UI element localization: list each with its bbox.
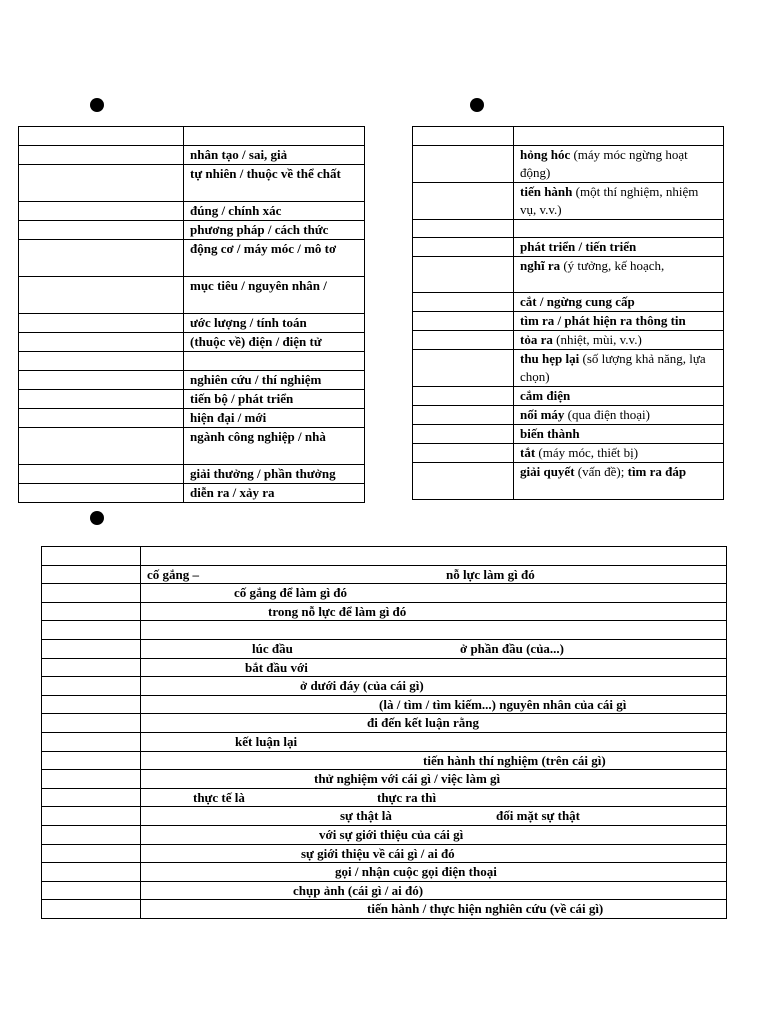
term-cell	[413, 444, 514, 463]
meaning-cell	[141, 677, 727, 696]
meaning-cell: giải quyết (vấn đề); tìm ra đáp	[514, 463, 724, 500]
term-cell	[413, 257, 514, 293]
term-cell	[42, 602, 141, 621]
term-cell	[19, 202, 184, 221]
term-cell	[42, 677, 141, 696]
term-cell	[413, 293, 514, 312]
term-cell	[19, 428, 184, 465]
term-cell	[413, 146, 514, 183]
phrase-text: lúc đầu	[252, 640, 293, 656]
meaning-cell: cắm điện	[514, 387, 724, 406]
table-row	[19, 333, 365, 352]
phrase-text: thử nghiệm với cái gì / việc làm gì	[314, 771, 501, 787]
term-cell	[413, 331, 514, 350]
term-cell	[42, 547, 141, 566]
meaning-cell: tiến bộ / phát triển	[184, 390, 365, 409]
meaning-cell: tìm ra / phát hiện ra thông tin	[514, 312, 724, 331]
term-cell	[42, 807, 141, 826]
term-cell	[42, 658, 141, 677]
term-cell	[42, 825, 141, 844]
table-row	[413, 425, 724, 444]
table-row	[19, 165, 365, 202]
meaning-cell: (thuộc về) điện / điện tử	[184, 333, 365, 352]
phrase-text: ở dưới đáy (của cái gì)	[300, 678, 424, 694]
meaning-cell: thu hẹp lại (số lượng khả năng, lựa chọn)	[514, 350, 724, 387]
table-row	[413, 220, 724, 238]
meaning-cell	[141, 732, 727, 751]
term-cell	[19, 127, 184, 146]
table-row	[413, 257, 724, 293]
meaning-cell	[141, 844, 727, 863]
meaning-cell	[141, 881, 727, 900]
meaning-cell	[141, 788, 727, 807]
meaning-cell	[184, 127, 365, 146]
meaning-cell: hiện đại / mới	[184, 409, 365, 428]
bullet-phrases	[90, 511, 104, 525]
phrase-text: trong nỗ lực để làm gì đó	[268, 603, 407, 619]
table-row	[42, 547, 727, 566]
meaning-cell: động cơ / máy móc / mô tơ	[184, 240, 365, 277]
phrase-text: tiến hành / thực hiện nghiên cứu (về cái gì)	[367, 901, 604, 917]
phrase-text: gọi / nhận cuộc gọi điện thoại	[335, 864, 497, 880]
term-cell	[413, 220, 514, 238]
table-row	[42, 639, 727, 658]
table-row	[19, 221, 365, 240]
term-cell	[19, 277, 184, 314]
meaning-cell: ước lượng / tính toán	[184, 314, 365, 333]
table-row	[19, 484, 365, 503]
term-cell	[42, 732, 141, 751]
table-row	[413, 183, 724, 220]
term-cell	[42, 695, 141, 714]
term-cell	[413, 463, 514, 500]
table-row	[413, 293, 724, 312]
meaning-cell	[141, 900, 727, 919]
table-row	[413, 463, 724, 500]
phrase-text-2: đối mặt sự thật	[496, 808, 580, 824]
table-row	[413, 350, 724, 387]
meaning-cell	[514, 220, 724, 238]
term-cell	[19, 465, 184, 484]
meaning-cell: cắt / ngừng cung cấp	[514, 293, 724, 312]
vocab-table-left	[18, 126, 365, 503]
table-row	[42, 751, 727, 770]
term-cell	[19, 390, 184, 409]
term-cell	[19, 165, 184, 202]
meaning-cell: phát triển / tiến triển	[514, 238, 724, 257]
table-row	[42, 807, 727, 826]
term-cell	[19, 240, 184, 277]
meaning-cell: tỏa ra (nhiệt, mùi, v.v.)	[514, 331, 724, 350]
table-row	[19, 428, 365, 465]
meaning-cell: tắt (máy móc, thiết bị)	[514, 444, 724, 463]
table-row	[19, 127, 365, 146]
meaning-cell: biến thành	[514, 425, 724, 444]
table-row	[19, 465, 365, 484]
term-cell	[42, 584, 141, 603]
term-cell	[19, 352, 184, 371]
term-cell	[42, 565, 141, 584]
term-cell	[413, 127, 514, 146]
table-row	[42, 565, 727, 584]
table-row	[19, 146, 365, 165]
table-row	[42, 732, 727, 751]
table-row	[42, 900, 727, 919]
bullet-right	[470, 98, 484, 112]
table-row	[42, 770, 727, 789]
phrase-text: với sự giới thiệu của cái gì	[319, 826, 464, 842]
meaning-cell: nhân tạo / sai, giả	[184, 146, 365, 165]
term-cell	[19, 484, 184, 503]
phrase-text: tiến hành thí nghiệm (trên cái gì)	[423, 752, 606, 768]
meaning-cell: mục tiêu / nguyên nhân /	[184, 277, 365, 314]
table-row	[413, 387, 724, 406]
table-row	[42, 788, 727, 807]
term-cell	[413, 238, 514, 257]
table-row	[413, 312, 724, 331]
table-row	[42, 602, 727, 621]
meaning-cell	[141, 825, 727, 844]
term-cell	[42, 788, 141, 807]
table-row	[42, 825, 727, 844]
table-row	[42, 621, 727, 640]
bullet-left	[90, 98, 104, 112]
meaning-cell: nối máy (qua điện thoại)	[514, 406, 724, 425]
phrases-table	[41, 546, 727, 919]
term-cell	[413, 425, 514, 444]
meaning-cell	[141, 658, 727, 677]
term-cell	[19, 146, 184, 165]
table-row	[413, 146, 724, 183]
table-row	[19, 314, 365, 333]
phrase-text: cố gắng để làm gì đó	[234, 585, 348, 601]
table-row	[413, 238, 724, 257]
meaning-cell	[141, 770, 727, 789]
table-row	[42, 881, 727, 900]
term-cell	[42, 751, 141, 770]
table-row	[42, 677, 727, 696]
meaning-cell	[141, 602, 727, 621]
table-row	[42, 584, 727, 603]
phrase-text-2: nỗ lực làm gì đó	[446, 566, 535, 582]
table-row	[19, 202, 365, 221]
meaning-cell	[141, 621, 727, 640]
meaning-cell: tự nhiên / thuộc về thể chất	[184, 165, 365, 202]
meaning-cell	[141, 639, 727, 658]
term-cell	[413, 183, 514, 220]
meaning-cell	[184, 352, 365, 371]
phrase-text: sự giới thiệu về cái gì / ai đó	[301, 845, 455, 861]
phrase-text-2: thực ra thì	[377, 789, 437, 805]
table-row	[413, 331, 724, 350]
meaning-cell	[141, 584, 727, 603]
term-cell	[42, 714, 141, 733]
meaning-cell: nghĩ ra (ý tưởng, kế hoạch,	[514, 257, 724, 293]
term-cell	[19, 371, 184, 390]
meaning-cell: hỏng hóc (máy móc ngừng hoạt động)	[514, 146, 724, 183]
phrase-text: đi đến kết luận rằng	[367, 715, 479, 731]
term-cell	[19, 314, 184, 333]
phrase-text: chụp ảnh (cái gì / ai đó)	[293, 882, 424, 898]
meaning-cell: đúng / chính xác	[184, 202, 365, 221]
table-row	[413, 406, 724, 425]
table-row	[413, 444, 724, 463]
term-cell	[42, 863, 141, 882]
term-cell	[413, 312, 514, 331]
phrase-text: kết luận lại	[235, 733, 298, 749]
meaning-cell: phương pháp / cách thức	[184, 221, 365, 240]
meaning-cell	[141, 807, 727, 826]
meaning-cell	[141, 547, 727, 566]
meaning-cell: diễn ra / xảy ra	[184, 484, 365, 503]
term-cell	[42, 881, 141, 900]
table-row	[19, 409, 365, 428]
table-row	[42, 695, 727, 714]
term-cell	[42, 770, 141, 789]
term-cell	[19, 333, 184, 352]
table-row	[19, 371, 365, 390]
meaning-cell	[141, 714, 727, 733]
phrase-text: bắt đầu với	[245, 659, 308, 675]
meaning-cell	[141, 751, 727, 770]
meaning-cell	[141, 565, 727, 584]
meaning-cell	[141, 863, 727, 882]
phrase-text: sự thật là	[340, 808, 392, 824]
meaning-cell	[141, 695, 727, 714]
table-row	[19, 390, 365, 409]
term-cell	[19, 409, 184, 428]
table-row	[42, 863, 727, 882]
meaning-cell: ngành công nghiệp / nhà	[184, 428, 365, 465]
phrase-text: (là / tìm / tìm kiếm...) nguyên nhân của cái gì	[379, 696, 627, 712]
table-row	[42, 658, 727, 677]
term-cell	[42, 621, 141, 640]
term-cell	[19, 221, 184, 240]
vocab-table-right	[412, 126, 724, 500]
phrase-text: cố gắng –	[147, 566, 199, 582]
table-row	[19, 352, 365, 371]
table-row	[19, 240, 365, 277]
table-row	[42, 844, 727, 863]
term-cell	[42, 844, 141, 863]
term-cell	[42, 900, 141, 919]
term-cell	[42, 639, 141, 658]
meaning-cell: nghiên cứu / thí nghiệm	[184, 371, 365, 390]
term-cell	[413, 387, 514, 406]
meaning-cell: tiến hành (một thí nghiệm, nhiệm vụ, v.v.)	[514, 183, 724, 220]
term-cell	[413, 350, 514, 387]
meaning-cell	[514, 127, 724, 146]
table-row	[42, 714, 727, 733]
table-row	[19, 277, 365, 314]
table-row	[413, 127, 724, 146]
meaning-cell: giải thưởng / phần thưởng	[184, 465, 365, 484]
phrase-text-2: ở phần đầu (của...)	[460, 640, 565, 656]
phrase-text: thực tế là	[193, 789, 245, 805]
term-cell	[413, 406, 514, 425]
